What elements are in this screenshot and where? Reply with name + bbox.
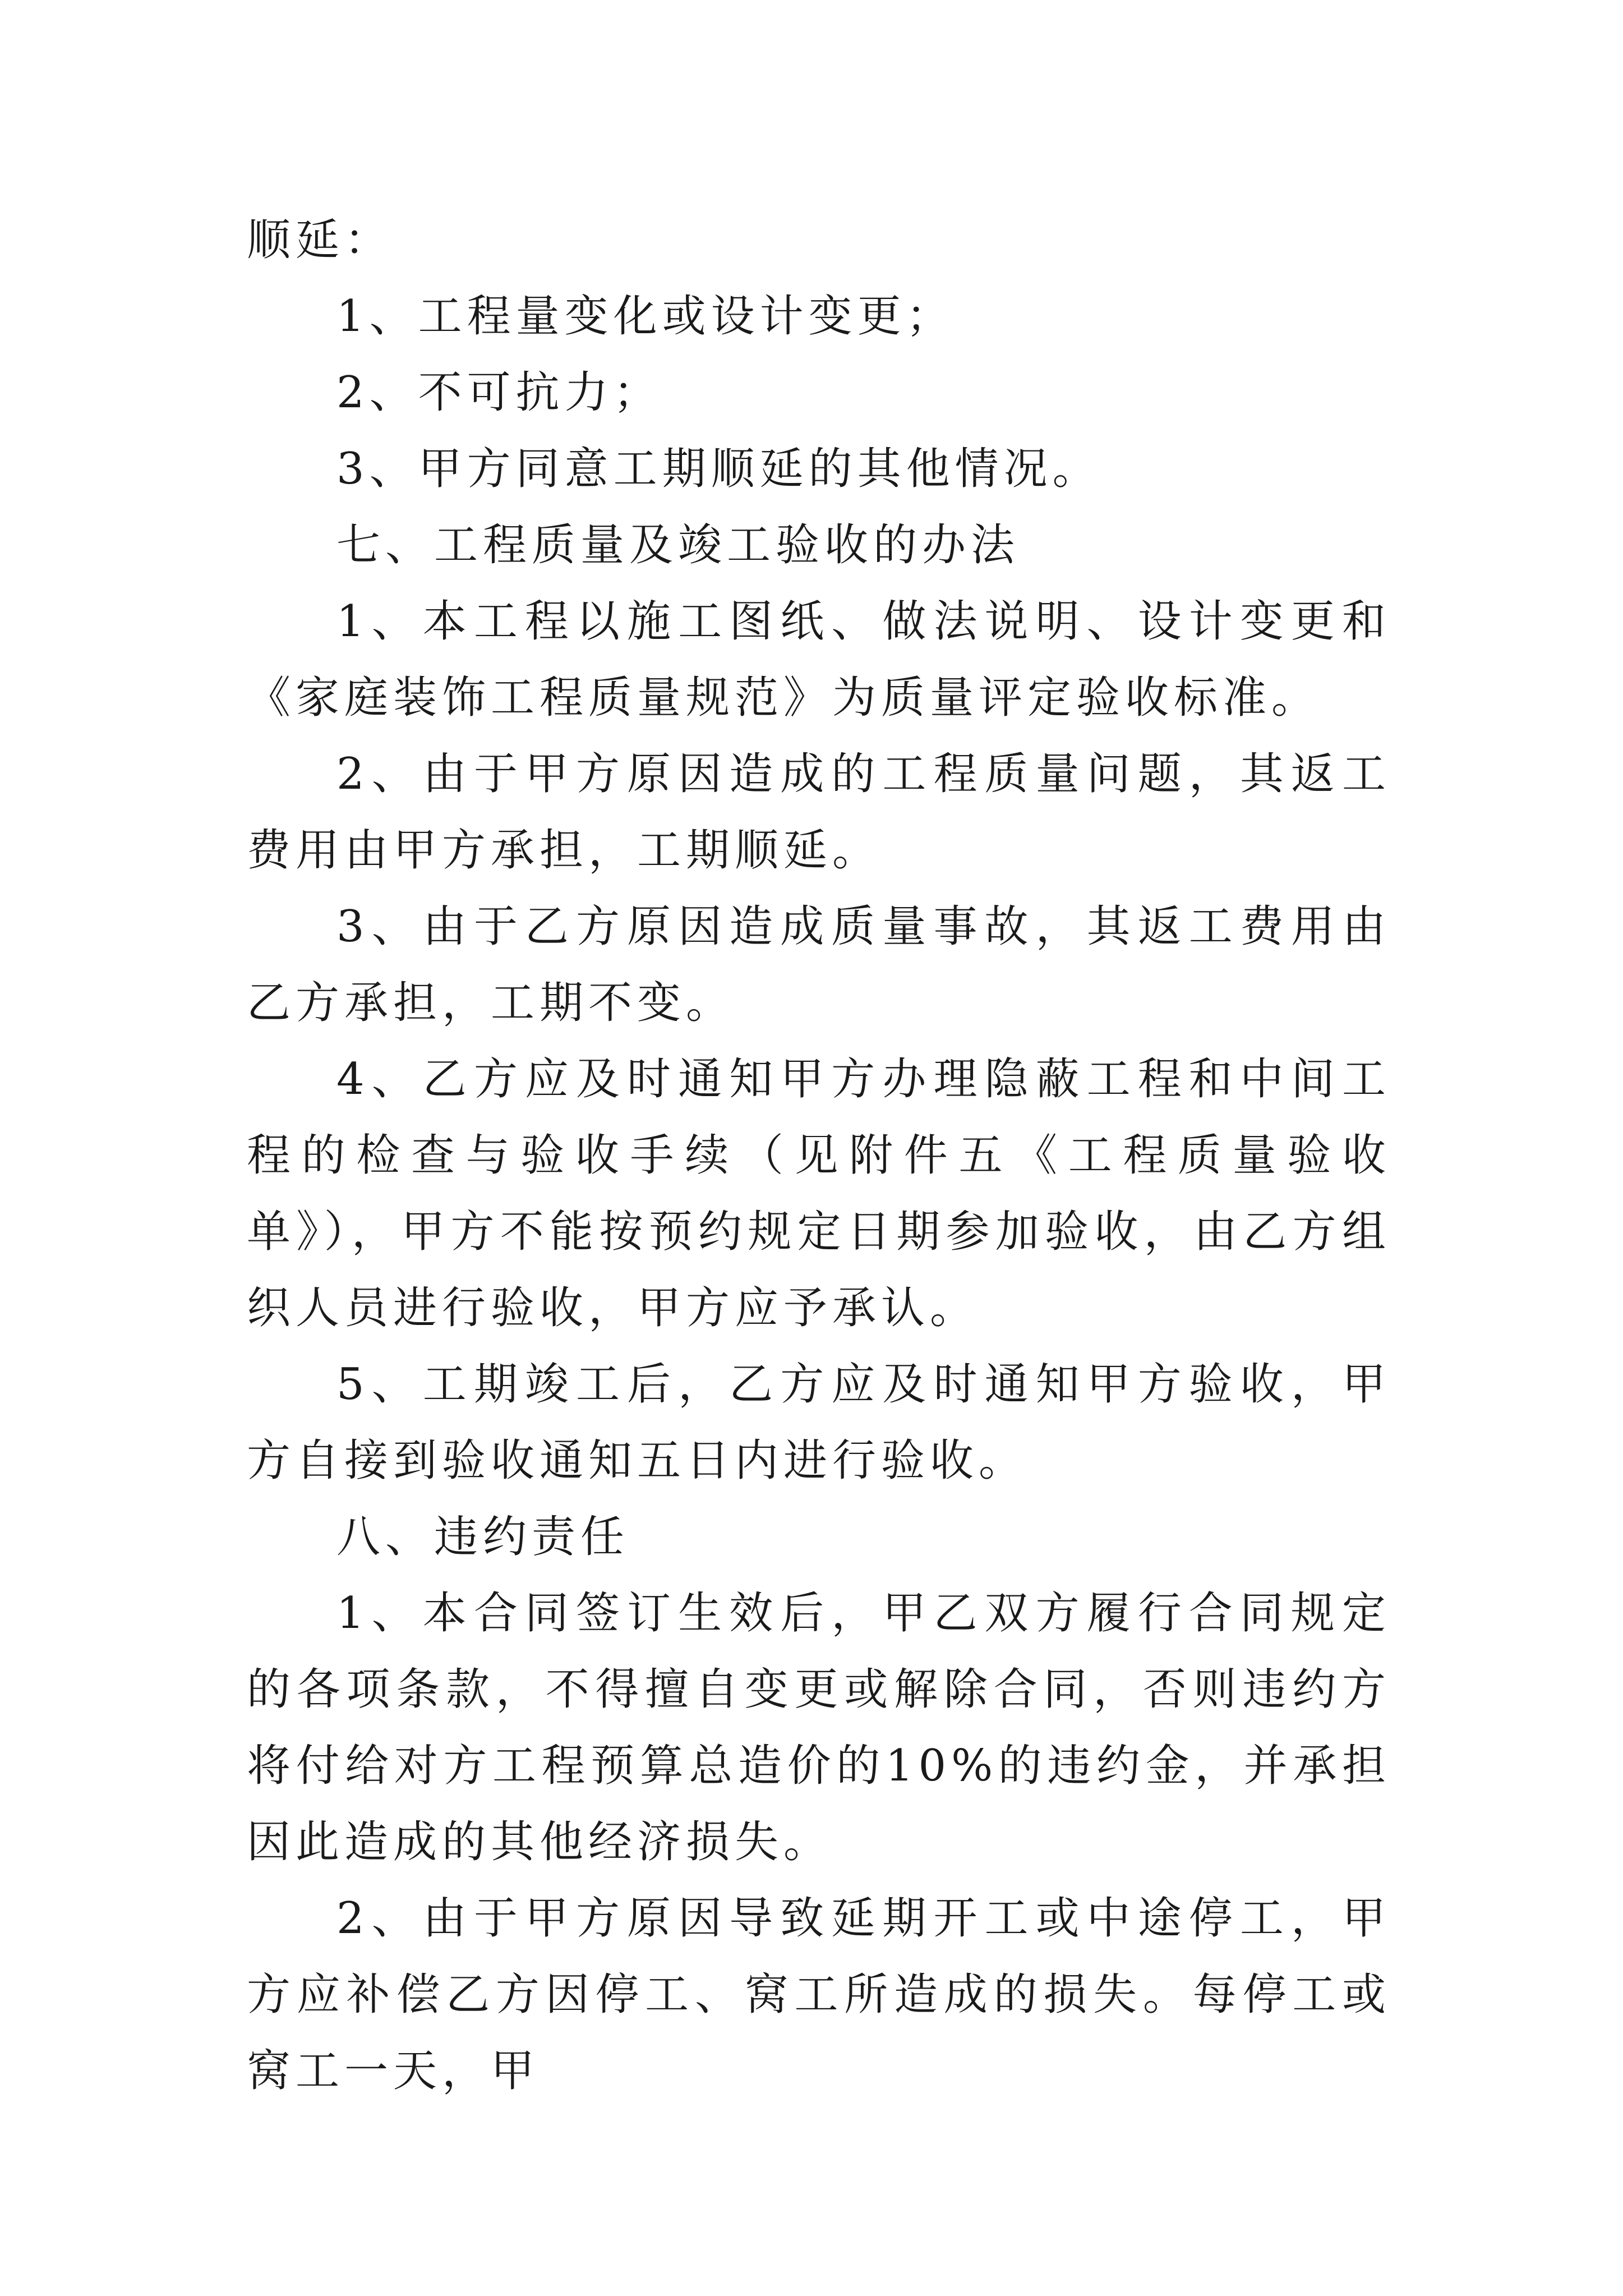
paragraph-liability-1: 1、本合同签订生效后，甲乙双方履行合同规定的各项条款，不得擅自变更或解除合同，否则违约方将付给对方工程预算总造价的10%的违约金，并承担因此造成的其他经济损失。	[247, 1588, 1391, 1867]
section-heading-7: 七、工程质量及竣工验收的办法	[336, 520, 1020, 570]
paragraph-quality-2: 2、由于甲方原因造成的工程质量问题，其返工费用由甲方承担，工期顺延。	[247, 749, 1391, 876]
paragraph-quality-1: 1、本工程以施工图纸、做法说明、设计变更和《家庭装饰工程质量规范》为质量评定验收标准。	[247, 596, 1391, 723]
paragraph-liability-2: 2、由于甲方原因导致延期开工或中途停工，甲方应补偿乙方因停工、窝工所造成的损失。每停工或窝工一天，甲	[247, 1893, 1391, 2096]
paragraph-quality-4: 4、乙方应及时通知甲方办理隐蔽工程和中间工程的检查与验收手续（见附件五《工程质量验收单》），甲方不能按预约规定日期参加验收，由乙方组织人员进行验收，甲方应予承认。	[247, 1054, 1391, 1333]
paragraph-continuation: 顺延：	[247, 215, 394, 265]
paragraph-item-2: 2、不可抗力；	[336, 367, 662, 418]
section-heading-8: 八、违约责任	[336, 1512, 630, 1562]
paragraph-quality-3: 3、由于乙方原因造成质量事故，其返工费用由乙方承担，工期不变。	[247, 901, 1391, 1028]
document-body	[247, 202, 1391, 2109]
paragraph-quality-5: 5、工期竣工后，乙方应及时通知甲方验收，甲方自接到验收通知五日内进行验收。	[247, 1359, 1391, 1486]
paragraph-item-3: 3、甲方同意工期顺延的其他情况。	[336, 444, 1101, 494]
paragraph-item-1: 1、工程量变化或设计变更；	[336, 291, 955, 342]
